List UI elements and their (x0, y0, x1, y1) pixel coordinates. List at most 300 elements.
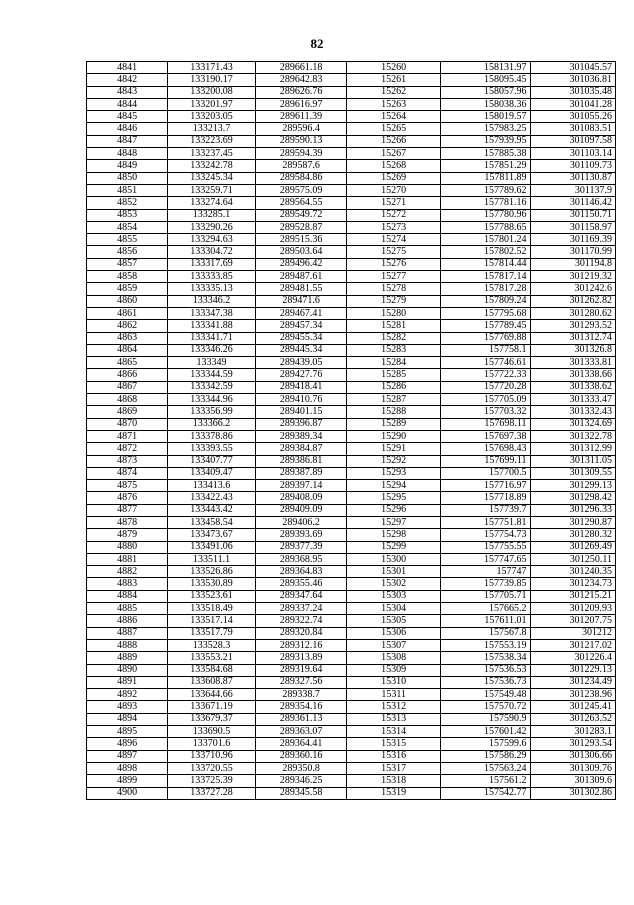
y-coordinate-2-cell: 301333.81 (530, 357, 615, 369)
x-coordinate-cell: 133553.21 (168, 652, 255, 664)
point-number-2-cell: 15261 (347, 74, 441, 86)
y-coordinate-2-cell: 301238.96 (530, 689, 615, 701)
point-number-2-cell: 15319 (347, 787, 441, 799)
point-number-cell: 4850 (87, 172, 168, 184)
x-coordinate-2-cell: 157781.16 (441, 197, 531, 209)
x-coordinate-2-cell: 157811.89 (441, 172, 531, 184)
table-row (87, 504, 616, 516)
x-coordinate-2-cell: 157698.11 (441, 418, 531, 430)
table-row (87, 566, 616, 578)
x-coordinate-2-cell: 157722.33 (441, 369, 531, 381)
point-number-2-cell: 15273 (347, 221, 441, 233)
point-number-cell: 4863 (87, 332, 168, 344)
y-coordinate-2-cell: 301209.93 (530, 603, 615, 615)
y-coordinate-cell: 289481.55 (255, 283, 347, 295)
y-coordinate-2-cell: 301103.14 (530, 148, 615, 160)
y-coordinate-cell: 289386.81 (255, 455, 347, 467)
table-row (87, 689, 616, 701)
point-number-cell: 4869 (87, 406, 168, 418)
y-coordinate-cell: 289642.83 (255, 74, 347, 86)
table-row (87, 467, 616, 479)
y-coordinate-cell: 289471.6 (255, 295, 347, 307)
y-coordinate-cell: 289346.25 (255, 775, 347, 787)
point-number-2-cell: 15278 (347, 283, 441, 295)
point-number-2-cell: 15307 (347, 639, 441, 651)
y-coordinate-2-cell: 301240.35 (530, 566, 615, 578)
x-coordinate-cell: 133644.66 (168, 689, 255, 701)
x-coordinate-2-cell: 157788.65 (441, 221, 531, 233)
point-number-cell: 4896 (87, 738, 168, 750)
x-coordinate-2-cell: 157789.45 (441, 320, 531, 332)
y-coordinate-2-cell: 301229.13 (530, 664, 615, 676)
x-coordinate-cell: 133294.63 (168, 234, 255, 246)
point-number-2-cell: 15304 (347, 603, 441, 615)
x-coordinate-cell: 133223.69 (168, 135, 255, 147)
point-number-2-cell: 15270 (347, 184, 441, 196)
table-row (87, 160, 616, 172)
point-number-2-cell: 15279 (347, 295, 441, 307)
x-coordinate-cell: 133458.54 (168, 516, 255, 528)
point-number-2-cell: 15275 (347, 246, 441, 258)
point-number-cell: 4893 (87, 701, 168, 713)
point-number-cell: 4891 (87, 676, 168, 688)
point-number-2-cell: 15291 (347, 443, 441, 455)
x-coordinate-2-cell: 157795.68 (441, 307, 531, 319)
point-number-cell: 4879 (87, 529, 168, 541)
y-coordinate-2-cell: 301311.05 (530, 455, 615, 467)
x-coordinate-cell: 133608.87 (168, 676, 255, 688)
y-coordinate-2-cell: 301097.58 (530, 135, 615, 147)
point-number-cell: 4849 (87, 160, 168, 172)
point-number-2-cell: 15286 (347, 381, 441, 393)
point-number-2-cell: 15277 (347, 271, 441, 283)
table-row (87, 369, 616, 381)
x-coordinate-cell: 133317.69 (168, 258, 255, 270)
point-number-cell: 4872 (87, 443, 168, 455)
point-number-cell: 4878 (87, 516, 168, 528)
y-coordinate-2-cell: 301312.99 (530, 443, 615, 455)
point-number-2-cell: 15303 (347, 590, 441, 602)
point-number-cell: 4877 (87, 504, 168, 516)
x-coordinate-2-cell: 158019.57 (441, 111, 531, 123)
point-number-2-cell: 15302 (347, 578, 441, 590)
point-number-cell: 4900 (87, 787, 168, 799)
x-coordinate-2-cell: 157703.32 (441, 406, 531, 418)
x-coordinate-cell: 133523.61 (168, 590, 255, 602)
y-coordinate-2-cell: 301169.39 (530, 234, 615, 246)
x-coordinate-2-cell: 157817.14 (441, 271, 531, 283)
x-coordinate-2-cell: 157665.2 (441, 603, 531, 615)
x-coordinate-cell: 133491.06 (168, 541, 255, 553)
x-coordinate-cell: 133511.1 (168, 553, 255, 565)
y-coordinate-2-cell: 301109.73 (530, 160, 615, 172)
point-number-cell: 4892 (87, 689, 168, 701)
point-number-cell: 4868 (87, 394, 168, 406)
point-number-2-cell: 15293 (347, 467, 441, 479)
y-coordinate-cell: 289439.05 (255, 357, 347, 369)
x-coordinate-2-cell: 157755.55 (441, 541, 531, 553)
x-coordinate-cell: 133727.28 (168, 787, 255, 799)
point-number-2-cell: 15272 (347, 209, 441, 221)
point-number-2-cell: 15305 (347, 615, 441, 627)
x-coordinate-cell: 133344.59 (168, 369, 255, 381)
point-number-2-cell: 15316 (347, 750, 441, 762)
table-row (87, 197, 616, 209)
x-coordinate-cell: 133274.64 (168, 197, 255, 209)
point-number-cell: 4871 (87, 430, 168, 442)
y-coordinate-cell: 289564.55 (255, 197, 347, 209)
y-coordinate-cell: 289457.34 (255, 320, 347, 332)
y-coordinate-2-cell: 301234.49 (530, 676, 615, 688)
table-body (87, 62, 616, 800)
x-coordinate-2-cell: 157570.72 (441, 701, 531, 713)
y-coordinate-cell: 289355.46 (255, 578, 347, 590)
y-coordinate-cell: 289661.18 (255, 62, 347, 74)
point-number-2-cell: 15310 (347, 676, 441, 688)
y-coordinate-2-cell: 301036.81 (530, 74, 615, 86)
point-number-cell: 4860 (87, 295, 168, 307)
table-row (87, 394, 616, 406)
point-number-cell: 4865 (87, 357, 168, 369)
x-coordinate-cell: 133304.72 (168, 246, 255, 258)
table-row (87, 775, 616, 787)
y-coordinate-2-cell: 301242.6 (530, 283, 615, 295)
y-coordinate-cell: 289401.15 (255, 406, 347, 418)
point-number-2-cell: 15274 (347, 234, 441, 246)
table-row (87, 639, 616, 651)
table-row (87, 184, 616, 196)
y-coordinate-2-cell: 301212 (530, 627, 615, 639)
y-coordinate-cell: 289626.76 (255, 86, 347, 98)
point-number-cell: 4880 (87, 541, 168, 553)
point-number-2-cell: 15311 (347, 689, 441, 701)
y-coordinate-2-cell: 301338.66 (530, 369, 615, 381)
point-number-2-cell: 15297 (347, 516, 441, 528)
y-coordinate-2-cell: 301309.76 (530, 762, 615, 774)
point-number-2-cell: 15287 (347, 394, 441, 406)
table-row (87, 258, 616, 270)
y-coordinate-cell: 289594.39 (255, 148, 347, 160)
point-number-2-cell: 15266 (347, 135, 441, 147)
table-row (87, 455, 616, 467)
point-number-2-cell: 15289 (347, 418, 441, 430)
x-coordinate-cell: 133341.88 (168, 320, 255, 332)
point-number-2-cell: 15306 (347, 627, 441, 639)
y-coordinate-cell: 289345.58 (255, 787, 347, 799)
x-coordinate-cell: 133517.14 (168, 615, 255, 627)
y-coordinate-2-cell: 301324.69 (530, 418, 615, 430)
y-coordinate-cell: 289611.39 (255, 111, 347, 123)
y-coordinate-cell: 289406.2 (255, 516, 347, 528)
point-number-cell: 4842 (87, 74, 168, 86)
x-coordinate-2-cell: 157739.7 (441, 504, 531, 516)
y-coordinate-2-cell: 301083.51 (530, 123, 615, 135)
point-number-cell: 4855 (87, 234, 168, 246)
x-coordinate-cell: 133517.79 (168, 627, 255, 639)
point-number-2-cell: 15281 (347, 320, 441, 332)
y-coordinate-cell: 289327.56 (255, 676, 347, 688)
x-coordinate-cell: 133422.43 (168, 492, 255, 504)
point-number-2-cell: 15264 (347, 111, 441, 123)
x-coordinate-cell: 133290.26 (168, 221, 255, 233)
x-coordinate-cell: 133245.34 (168, 172, 255, 184)
x-coordinate-2-cell: 157553.19 (441, 639, 531, 651)
y-coordinate-cell: 289364.41 (255, 738, 347, 750)
y-coordinate-2-cell: 301055.26 (530, 111, 615, 123)
point-number-2-cell: 15296 (347, 504, 441, 516)
x-coordinate-2-cell: 157809.24 (441, 295, 531, 307)
table-row (87, 135, 616, 147)
y-coordinate-2-cell: 301194.8 (530, 258, 615, 270)
y-coordinate-cell: 289347.64 (255, 590, 347, 602)
x-coordinate-2-cell: 158131.97 (441, 62, 531, 74)
x-coordinate-cell: 133690.5 (168, 726, 255, 738)
x-coordinate-cell: 133413.6 (168, 480, 255, 492)
x-coordinate-2-cell: 157754.73 (441, 529, 531, 541)
y-coordinate-2-cell: 301309.55 (530, 467, 615, 479)
x-coordinate-2-cell: 157885.38 (441, 148, 531, 160)
table-row (87, 443, 616, 455)
y-coordinate-cell: 289590.13 (255, 135, 347, 147)
table-row (87, 357, 616, 369)
x-coordinate-2-cell: 157939.95 (441, 135, 531, 147)
x-coordinate-2-cell: 157536.73 (441, 676, 531, 688)
point-number-cell: 4886 (87, 615, 168, 627)
table-row (87, 676, 616, 688)
coordinates-table (86, 61, 616, 800)
point-number-2-cell: 15308 (347, 652, 441, 664)
table-row (87, 492, 616, 504)
point-number-cell: 4894 (87, 713, 168, 725)
point-number-cell: 4887 (87, 627, 168, 639)
x-coordinate-cell: 133528.3 (168, 639, 255, 651)
point-number-cell: 4876 (87, 492, 168, 504)
table-row (87, 307, 616, 319)
y-coordinate-cell: 289389.34 (255, 430, 347, 442)
y-coordinate-2-cell: 301332.43 (530, 406, 615, 418)
x-coordinate-2-cell: 157599.6 (441, 738, 531, 750)
point-number-cell: 4844 (87, 98, 168, 110)
x-coordinate-cell: 133530.89 (168, 578, 255, 590)
y-coordinate-cell: 289368.95 (255, 553, 347, 565)
y-coordinate-2-cell: 301312.74 (530, 332, 615, 344)
y-coordinate-2-cell: 301207.75 (530, 615, 615, 627)
x-coordinate-2-cell: 157611.01 (441, 615, 531, 627)
x-coordinate-cell: 133349 (168, 357, 255, 369)
x-coordinate-2-cell: 157720.28 (441, 381, 531, 393)
x-coordinate-cell: 133526.86 (168, 566, 255, 578)
point-number-cell: 4851 (87, 184, 168, 196)
x-coordinate-2-cell: 157769.88 (441, 332, 531, 344)
point-number-cell: 4857 (87, 258, 168, 270)
table-row (87, 98, 616, 110)
table-row (87, 344, 616, 356)
point-number-cell: 4897 (87, 750, 168, 762)
y-coordinate-2-cell: 301035.48 (530, 86, 615, 98)
point-number-cell: 4848 (87, 148, 168, 160)
point-number-cell: 4858 (87, 271, 168, 283)
point-number-2-cell: 15263 (347, 98, 441, 110)
y-coordinate-2-cell: 301137.9 (530, 184, 615, 196)
table-row (87, 578, 616, 590)
point-number-cell: 4881 (87, 553, 168, 565)
y-coordinate-2-cell: 301338.62 (530, 381, 615, 393)
y-coordinate-cell: 289354.16 (255, 701, 347, 713)
x-coordinate-cell: 133671.19 (168, 701, 255, 713)
x-coordinate-2-cell: 157817.28 (441, 283, 531, 295)
x-coordinate-cell: 133347.38 (168, 307, 255, 319)
y-coordinate-2-cell: 301302.86 (530, 787, 615, 799)
y-coordinate-2-cell: 301280.32 (530, 529, 615, 541)
x-coordinate-2-cell: 157814.44 (441, 258, 531, 270)
y-coordinate-cell: 289528.87 (255, 221, 347, 233)
point-number-cell: 4859 (87, 283, 168, 295)
point-number-2-cell: 15309 (347, 664, 441, 676)
x-coordinate-cell: 133203.05 (168, 111, 255, 123)
table-row (87, 615, 616, 627)
table-row (87, 221, 616, 233)
y-coordinate-2-cell: 301250.11 (530, 553, 615, 565)
y-coordinate-2-cell: 301045.57 (530, 62, 615, 74)
table-row (87, 713, 616, 725)
point-number-cell: 4898 (87, 762, 168, 774)
y-coordinate-cell: 289364.83 (255, 566, 347, 578)
x-coordinate-cell: 133720.55 (168, 762, 255, 774)
y-coordinate-cell: 289584.86 (255, 172, 347, 184)
x-coordinate-cell: 133407.77 (168, 455, 255, 467)
y-coordinate-cell: 289575.09 (255, 184, 347, 196)
x-coordinate-2-cell: 157601.42 (441, 726, 531, 738)
point-number-2-cell: 15299 (347, 541, 441, 553)
y-coordinate-cell: 289616.97 (255, 98, 347, 110)
y-coordinate-2-cell: 301041.28 (530, 98, 615, 110)
x-coordinate-cell: 133342.59 (168, 381, 255, 393)
y-coordinate-cell: 289487.61 (255, 271, 347, 283)
y-coordinate-cell: 289363.07 (255, 726, 347, 738)
table-row (87, 529, 616, 541)
y-coordinate-cell: 289384.87 (255, 443, 347, 455)
point-number-2-cell: 15282 (347, 332, 441, 344)
y-coordinate-cell: 289322.74 (255, 615, 347, 627)
point-number-2-cell: 15284 (347, 357, 441, 369)
y-coordinate-cell: 289496.42 (255, 258, 347, 270)
table-row (87, 271, 616, 283)
y-coordinate-cell: 289377.39 (255, 541, 347, 553)
point-number-2-cell: 15315 (347, 738, 441, 750)
y-coordinate-cell: 289503.64 (255, 246, 347, 258)
table-row (87, 480, 616, 492)
point-number-cell: 4847 (87, 135, 168, 147)
x-coordinate-2-cell: 157751.81 (441, 516, 531, 528)
x-coordinate-2-cell: 157698.43 (441, 443, 531, 455)
x-coordinate-2-cell: 157563.24 (441, 762, 531, 774)
point-number-cell: 4846 (87, 123, 168, 135)
y-coordinate-2-cell: 301298.42 (530, 492, 615, 504)
table-row (87, 320, 616, 332)
x-coordinate-2-cell: 157746.61 (441, 357, 531, 369)
x-coordinate-cell: 133584.68 (168, 664, 255, 676)
point-number-2-cell: 15283 (347, 344, 441, 356)
point-number-2-cell: 15265 (347, 123, 441, 135)
y-coordinate-cell: 289313.89 (255, 652, 347, 664)
y-coordinate-cell: 289410.76 (255, 394, 347, 406)
x-coordinate-2-cell: 157789.62 (441, 184, 531, 196)
y-coordinate-2-cell: 301219.32 (530, 271, 615, 283)
x-coordinate-2-cell: 157747 (441, 566, 531, 578)
x-coordinate-2-cell: 157561.2 (441, 775, 531, 787)
point-number-2-cell: 15295 (347, 492, 441, 504)
table-row (87, 295, 616, 307)
point-number-cell: 4862 (87, 320, 168, 332)
point-number-cell: 4870 (87, 418, 168, 430)
table-row (87, 148, 616, 160)
y-coordinate-cell: 289360.16 (255, 750, 347, 762)
x-coordinate-2-cell: 157716.97 (441, 480, 531, 492)
point-number-cell: 4867 (87, 381, 168, 393)
y-coordinate-2-cell: 301215.21 (530, 590, 615, 602)
x-coordinate-2-cell: 157983.25 (441, 123, 531, 135)
point-number-cell: 4895 (87, 726, 168, 738)
table-row (87, 738, 616, 750)
y-coordinate-cell: 289515.36 (255, 234, 347, 246)
x-coordinate-2-cell: 158038.36 (441, 98, 531, 110)
y-coordinate-2-cell: 301290.87 (530, 516, 615, 528)
x-coordinate-cell: 133710.96 (168, 750, 255, 762)
y-coordinate-2-cell: 301170.99 (530, 246, 615, 258)
point-number-2-cell: 15280 (347, 307, 441, 319)
y-coordinate-cell: 289320.84 (255, 627, 347, 639)
x-coordinate-cell: 133346.2 (168, 295, 255, 307)
y-coordinate-2-cell: 301146.42 (530, 197, 615, 209)
y-coordinate-2-cell: 301293.52 (530, 320, 615, 332)
x-coordinate-cell: 133518.49 (168, 603, 255, 615)
point-number-cell: 4841 (87, 62, 168, 74)
y-coordinate-2-cell: 301234.73 (530, 578, 615, 590)
y-coordinate-2-cell: 301293.54 (530, 738, 615, 750)
x-coordinate-2-cell: 157549.48 (441, 689, 531, 701)
point-number-cell: 4888 (87, 639, 168, 651)
x-coordinate-2-cell: 157851.29 (441, 160, 531, 172)
table-row (87, 172, 616, 184)
x-coordinate-2-cell: 157538.34 (441, 652, 531, 664)
x-coordinate-cell: 133213.7 (168, 123, 255, 135)
y-coordinate-cell: 289393.69 (255, 529, 347, 541)
x-coordinate-cell: 133473.67 (168, 529, 255, 541)
y-coordinate-cell: 289312.16 (255, 639, 347, 651)
x-coordinate-2-cell: 157718.89 (441, 492, 531, 504)
point-number-cell: 4866 (87, 369, 168, 381)
x-coordinate-2-cell: 157700.5 (441, 467, 531, 479)
x-coordinate-cell: 133259.71 (168, 184, 255, 196)
table-row (87, 541, 616, 553)
point-number-cell: 4853 (87, 209, 168, 221)
y-coordinate-2-cell: 301322.78 (530, 430, 615, 442)
point-number-2-cell: 15285 (347, 369, 441, 381)
table-row (87, 430, 616, 442)
point-number-cell: 4873 (87, 455, 168, 467)
table-row (87, 74, 616, 86)
point-number-2-cell: 15271 (347, 197, 441, 209)
x-coordinate-cell: 133356.99 (168, 406, 255, 418)
x-coordinate-cell: 133393.55 (168, 443, 255, 455)
table-row (87, 553, 616, 565)
table-row (87, 381, 616, 393)
table-row (87, 332, 616, 344)
y-coordinate-2-cell: 301130.87 (530, 172, 615, 184)
point-number-cell: 4882 (87, 566, 168, 578)
point-number-cell: 4852 (87, 197, 168, 209)
y-coordinate-2-cell: 301333.47 (530, 394, 615, 406)
